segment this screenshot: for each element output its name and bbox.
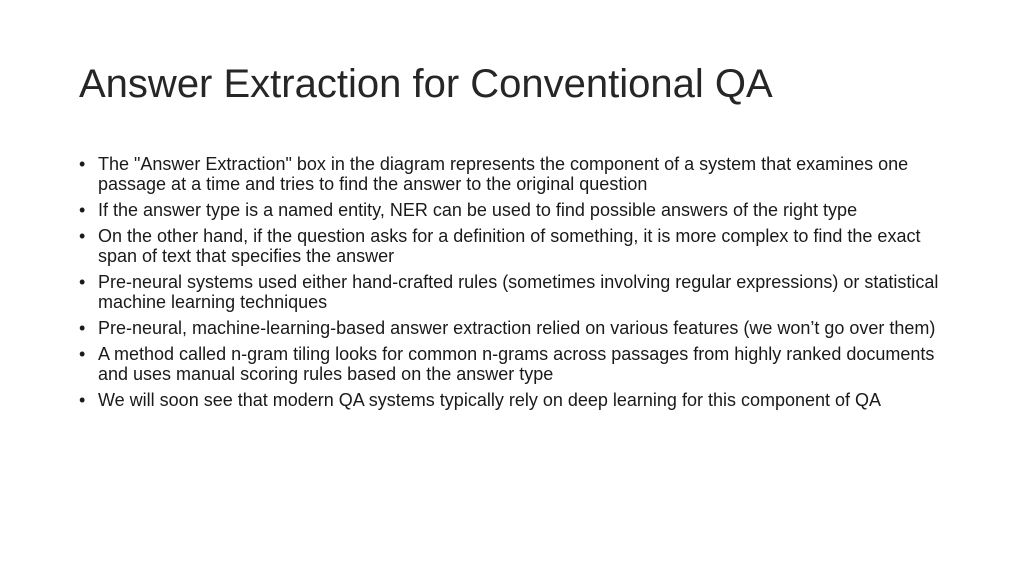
bullet-icon: • (79, 272, 86, 292)
bullet-item (79, 272, 945, 312)
bullet-item (79, 154, 945, 194)
bullet-text: Pre-neural, machine-learning-based answer extraction relied on various features (we won’t go over them) (98, 318, 936, 338)
bullet-item (79, 344, 945, 384)
bullet-text: We will soon see that modern QA systems typically rely on deep learning for this component of QA (98, 390, 882, 410)
bullet-icon: • (79, 154, 86, 174)
bullet-item (79, 390, 945, 410)
bullet-text: On the other hand, if the question asks for a definition of something, it is more complex to find the exact span of text that specifies the answer (98, 226, 921, 266)
bullet-list (79, 154, 945, 416)
bullet-text: Pre-neural systems used either hand-crafted rules (sometimes involving regular expressions) or statistical machine learning techniques (98, 272, 939, 312)
slide-title: Answer Extraction for Conventional QA (79, 62, 773, 106)
bullet-icon: • (79, 226, 86, 246)
bullet-text: If the answer type is a named entity, NER can be used to find possible answers of the right type (98, 200, 858, 220)
bullet-item (79, 226, 945, 266)
bullet-icon: • (79, 318, 86, 338)
bullet-text: The "Answer Extraction" box in the diagram represents the component of a system that examines one passage at a time and tries to find the answer to the original question (98, 154, 909, 194)
bullet-icon: • (79, 390, 86, 410)
bullet-icon: • (79, 200, 86, 220)
bullet-icon: • (79, 344, 86, 364)
bullet-item (79, 318, 945, 338)
bullet-item (79, 200, 945, 220)
bullet-text: A method called n-gram tiling looks for common n-grams across passages from highly ranked documents and uses manual scoring rules based on the answer type (98, 344, 935, 384)
